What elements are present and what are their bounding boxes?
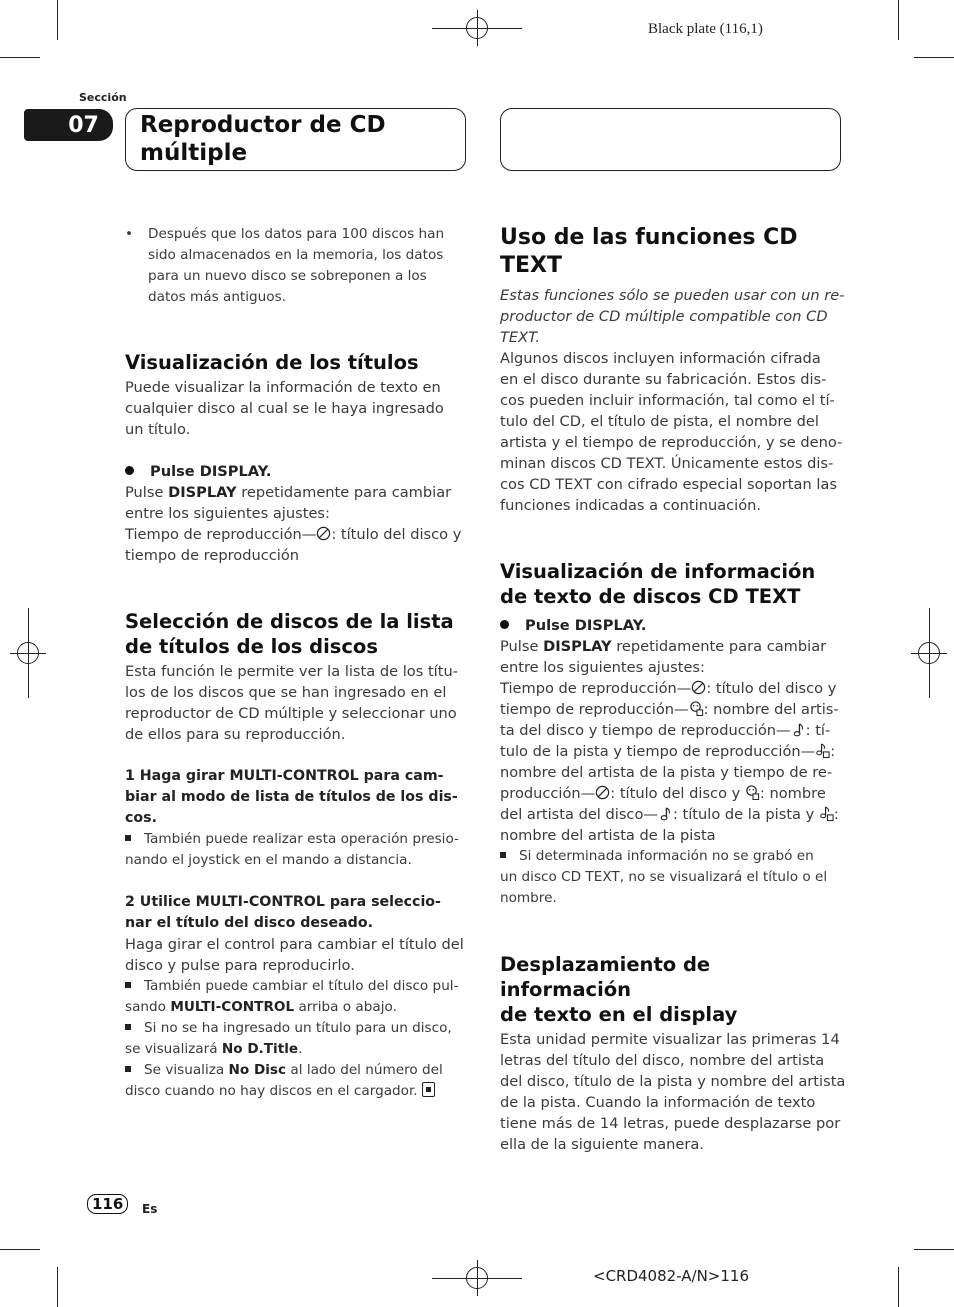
section-title-line: Reproductor de CD <box>140 112 386 138</box>
note-marker <box>125 1024 131 1030</box>
paragraph: Esta unidad permite visualizar las primeras 14 letras del título del disco, nombre del artista del disco, título de la pista y nombre del artista de la pista. Cuando la información de texto tiene más de 14 letras, puede desplazarse por ella de la siguiente manera. <box>500 1031 846 1153</box>
track-title-icon <box>658 806 673 821</box>
plate-label: Black plate (116,1) <box>648 21 763 37</box>
paragraph: Pulse DISPLAY repetidamente para cambiar entre los siguientes ajustes: Tiempo de reproducción— : título del disco y tiempo de reproducción— : nombre del artis- ta del disco y tiempo de reproducción— : tí- tulo de la pista y tiempo de reproducción— : nombre del artista de la pista y tiempo de re- producción— : título del disco y : nombre del artista del disco— : título de la pista y : nombre del artista de la pista <box>500 638 839 844</box>
left-column <box>125 224 470 1102</box>
note: También puede cambiar el título del disco pul- sando MULTI-CONTROL arriba o abajo. <box>125 978 459 1015</box>
end-mark-icon <box>422 1082 435 1097</box>
paragraph: Puede visualizar la información de texto en cualquier disco al cual se le haya ingresado un título. <box>125 379 444 438</box>
paragraph: Algunos discos incluyen información cifrada en el disco durante su fabricación. Estos dis- cos pueden incluir información, tal como el tí- tulo del CD, el título de pista, el nombre del artista y el tiempo de reproducción, y se deno- minan discos CD TEXT. Únicamente estos dis- cos CD TEXT con cifrado especial soportan las funciones indicadas a continuación. <box>500 350 843 514</box>
heading-visualizacion-info-cd-text: Visualización de información de texto de discos CD TEXT <box>500 560 816 608</box>
disc-artist-icon <box>745 785 760 800</box>
paragraph: Haga girar el control para cambiar el título del disco y pulse para reproducirlo. <box>125 936 464 974</box>
crop-mark <box>0 1249 40 1250</box>
section-number: 07 <box>68 112 99 138</box>
crop-mark <box>0 57 40 58</box>
crop-mark <box>898 0 899 40</box>
language-code: Es <box>142 1202 158 1216</box>
disc-artist-icon <box>689 701 704 716</box>
crop-mark <box>57 1267 58 1307</box>
crop-mark <box>914 57 954 58</box>
italic-intro: Estas funciones sólo se pueden usar con un re- productor de CD múltiple compatible con CD TEXT. <box>500 287 845 346</box>
track-artist-icon <box>819 806 834 821</box>
note-marker <box>125 835 131 841</box>
crop-mark <box>57 0 58 40</box>
step-pulse-display: Pulse DISPLAY. <box>125 461 470 482</box>
heading-uso-cd-text: Uso de las funciones CD TEXT <box>500 225 798 278</box>
note: Si determinada información no se grabó en un disco CD TEXT, no se visualizará el título o el nombre. <box>500 848 828 906</box>
paragraph: Esta función le permite ver la lista de los títu- los de los discos que se han ingresado en el reproductor de CD múltiple y seleccionar uno de ellos para su reproducción. <box>125 663 458 743</box>
bullet-dot <box>125 466 134 475</box>
bullet-dot <box>500 620 509 629</box>
note-marker <box>500 852 506 858</box>
crop-mark <box>914 1249 954 1250</box>
section-title-line: múltiple <box>140 140 248 166</box>
page-number: 116 <box>87 1194 128 1214</box>
bullet-marker: • <box>125 226 134 242</box>
note: Se visualiza No Disc al lado del número del disco cuando no hay discos en el cargador. <box>125 1062 443 1099</box>
heading-desplazamiento: Desplazamiento de información de texto en el display <box>500 953 738 1026</box>
document-code: <CRD4082-A/N>116 <box>593 1267 750 1285</box>
note: También puede realizar esta operación presio- nando el joystick en el mando a distancia. <box>125 831 459 868</box>
paragraph: Pulse DISPLAY repetidamente para cambiar entre los siguientes ajustes: Tiempo de reproducción— : título del disco y tiempo de reproducción <box>125 484 462 564</box>
step-2: 2 Utilice MULTI-CONTROL para seleccio- nar el título del disco deseado. <box>125 894 441 931</box>
blank-title-box <box>500 108 841 171</box>
section-number-badge <box>24 109 113 141</box>
track-artist-icon <box>815 743 830 758</box>
intro-bullet: • Después que los datos para 100 discos han sido almacenados en la memoria, los datos para un nuevo disco se sobreponen a los datos más antiguos. <box>125 226 445 305</box>
step-1: 1 Haga girar MULTI-CONTROL para cam- biar al modo de lista de títulos de los dis- cos. <box>125 768 458 826</box>
step-pulse-display: Pulse DISPLAY. <box>500 615 845 636</box>
heading-seleccion-discos: Selección de discos de la lista de títulos de los discos <box>125 610 454 658</box>
note-marker <box>125 1066 131 1072</box>
disc-icon <box>691 680 706 695</box>
section-label: Sección <box>79 91 127 104</box>
note-marker <box>125 982 131 988</box>
note: Si no se ha ingresado un título para un disco, se visualizará No D.Title. <box>125 1020 452 1057</box>
crop-mark <box>898 1267 899 1307</box>
heading-visualizacion-titulos: Visualización de los títulos <box>125 351 419 374</box>
track-title-icon <box>791 722 806 737</box>
section-title-box <box>125 108 466 171</box>
disc-icon <box>316 526 331 541</box>
disc-icon <box>595 785 610 800</box>
right-column <box>500 224 845 1155</box>
